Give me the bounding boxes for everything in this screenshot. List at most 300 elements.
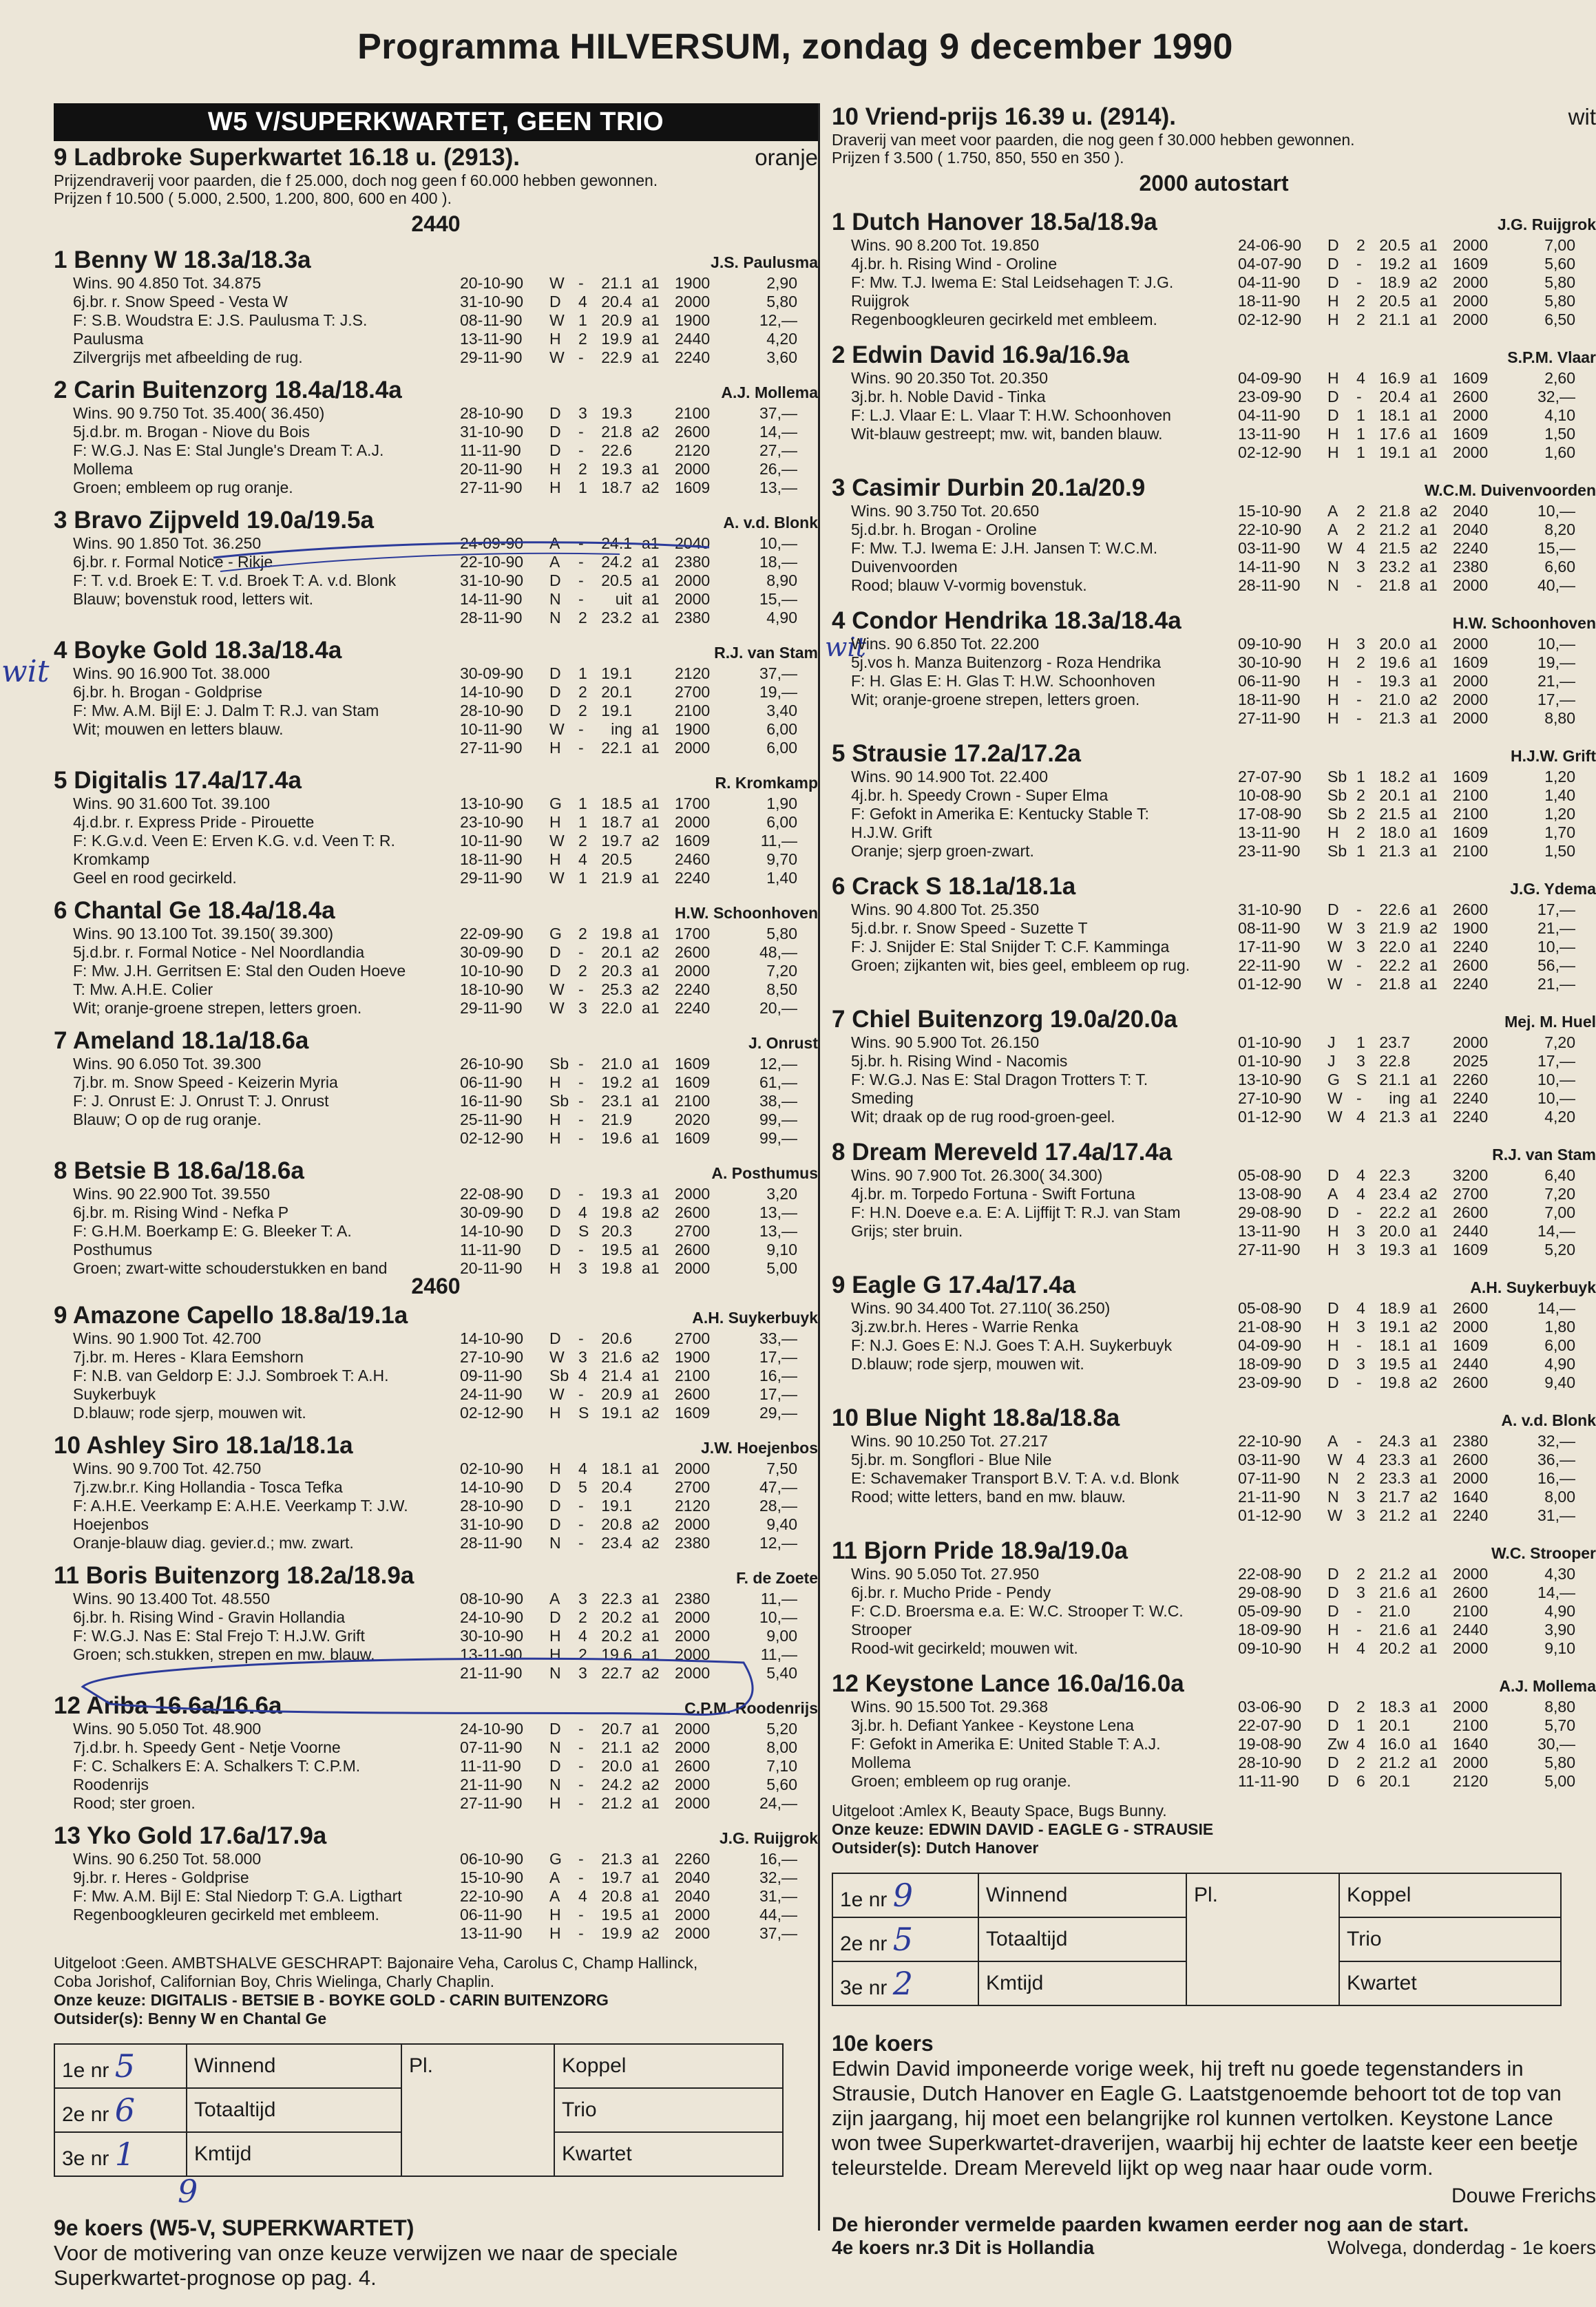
result-cell: 7,00 bbox=[1544, 236, 1575, 254]
horse-results bbox=[460, 1329, 818, 1422]
result-cell: 1609 bbox=[675, 832, 711, 850]
result-cell: 7,00 bbox=[1544, 1203, 1575, 1221]
result-cell: 31-10-90 bbox=[460, 1515, 524, 1533]
result-cell: 19.3 bbox=[1379, 672, 1410, 690]
horse-info bbox=[54, 1590, 460, 1683]
result-cell: 21.7 bbox=[1379, 1488, 1410, 1506]
horse-trainer: J.G. Ruijgrok bbox=[1497, 215, 1596, 233]
result-cell: 21.2 bbox=[1379, 1753, 1410, 1771]
result-cell: 5,80 bbox=[1544, 1753, 1575, 1771]
result-cell: D bbox=[1327, 900, 1339, 918]
result-cell: a1 bbox=[642, 1073, 660, 1091]
result-row bbox=[460, 962, 818, 980]
result-row bbox=[1238, 1621, 1596, 1639]
result-cell: 2 bbox=[578, 962, 587, 980]
result-cell: 1,90 bbox=[766, 794, 797, 812]
horse-entry bbox=[832, 1537, 1596, 1658]
result-cell: 17,— bbox=[1537, 900, 1575, 918]
horse-header bbox=[54, 1692, 818, 1720]
result-cell: a1 bbox=[1420, 653, 1438, 671]
horse-name: 9 Eagle G 17.4a/17.4a bbox=[832, 1272, 1076, 1298]
result-cell: 3 bbox=[1356, 1488, 1365, 1506]
result-row bbox=[1238, 919, 1596, 938]
footer-title: 9e koers (W5-V, SUPERKWARTET) bbox=[54, 2215, 414, 2240]
horse-entry bbox=[54, 767, 818, 887]
result-cell: 10,— bbox=[759, 1608, 797, 1626]
result-cell: 27-11-90 bbox=[460, 739, 523, 757]
horse-results bbox=[460, 1460, 818, 1552]
result-row bbox=[460, 1259, 818, 1278]
result-row bbox=[1238, 576, 1596, 595]
race-description: Draverij van meet voor paarden, die nog geen f 30.000 hebben gewonnen. bbox=[832, 131, 1355, 149]
horse-entry bbox=[832, 1404, 1596, 1525]
result-cell: 2600 bbox=[675, 1385, 711, 1403]
horse-info-line: Wins. 90 34.400 Tot. 27.110( 36.250) bbox=[851, 1299, 1111, 1317]
horse-header bbox=[54, 767, 818, 794]
horse-details bbox=[832, 1698, 1596, 1791]
result-cell: 2600 bbox=[1453, 1451, 1489, 1468]
race-notes bbox=[54, 1954, 818, 2028]
result-cell: - bbox=[1356, 273, 1362, 291]
result-cell: 31-10-90 bbox=[460, 423, 524, 441]
result-cell: W bbox=[549, 720, 565, 738]
horse-trainer: H.W. Schoonhoven bbox=[674, 904, 818, 922]
result-cell: 21.3 bbox=[1379, 1108, 1410, 1126]
result-cell: 10-11-90 bbox=[460, 832, 523, 850]
horse-details bbox=[832, 369, 1596, 462]
result-cell: 18.2 bbox=[1379, 768, 1410, 786]
result-cell: 1609 bbox=[675, 1055, 711, 1073]
result-row bbox=[460, 1055, 818, 1073]
left-column bbox=[54, 103, 818, 2290]
race-description: Prijzendraverij voor paarden, die f 25.000, doch nog geen f 60.000 hebben gewonnen. bbox=[54, 171, 658, 189]
result-cell: D bbox=[1327, 406, 1339, 424]
result-cell: a1 bbox=[642, 1185, 660, 1203]
result-cell: 8,00 bbox=[766, 1738, 797, 1756]
result-cell: 01-10-90 bbox=[1238, 1052, 1302, 1070]
result-cell: 1609 bbox=[1453, 425, 1489, 443]
result-cell: 5,20 bbox=[766, 1720, 797, 1738]
race-banner: W5 V/SUPERKWARTET, GEEN TRIO bbox=[54, 103, 818, 141]
result-cell: a1 bbox=[1420, 1753, 1438, 1771]
horse-details bbox=[832, 635, 1596, 728]
result-cell: - bbox=[578, 553, 584, 571]
result-cell: a1 bbox=[1420, 369, 1438, 387]
result-cell: 4 bbox=[1356, 539, 1365, 557]
race-title: 10 Vriend-prijs 16.39 u. (2914). bbox=[832, 103, 1176, 130]
horse-info-line: Wins. 90 6.250 Tot. 58.000 bbox=[73, 1850, 262, 1868]
result-cell: H bbox=[549, 330, 561, 348]
result-cell: 19.9 bbox=[601, 330, 632, 348]
horse-entry bbox=[54, 1432, 818, 1552]
horse-entry bbox=[54, 1157, 818, 1278]
result-cell: 14-10-90 bbox=[460, 1478, 524, 1496]
result-cell: 24-10-90 bbox=[460, 1720, 524, 1738]
horse-info-line: Rood; ster groen. bbox=[73, 1794, 196, 1812]
result-cell: 5,80 bbox=[1544, 292, 1575, 310]
horse-info-line: 4j.br. m. Torpedo Fortuna - Swift Fortuna bbox=[851, 1185, 1135, 1203]
result-cell: D bbox=[549, 293, 561, 310]
bet-place: Pl. bbox=[401, 2044, 554, 2176]
result-cell: A bbox=[1327, 502, 1338, 520]
result-cell: 2 bbox=[1356, 236, 1365, 254]
result-cell: a1 bbox=[1420, 425, 1438, 443]
result-cell: a2 bbox=[642, 1738, 660, 1756]
result-cell: 23.2 bbox=[1379, 558, 1410, 576]
horse-entry bbox=[54, 1692, 818, 1813]
horse-name: 1 Dutch Hanover 18.5a/18.9a bbox=[832, 209, 1157, 235]
result-cell: 27-11-90 bbox=[1238, 709, 1301, 727]
horse-info bbox=[832, 502, 1238, 595]
result-row bbox=[460, 1757, 818, 1776]
horse-entry bbox=[832, 873, 1596, 993]
result-cell: 3 bbox=[578, 1664, 587, 1682]
result-cell: 18.7 bbox=[601, 478, 632, 496]
result-cell: 2100 bbox=[1453, 786, 1489, 804]
result-cell: 2120 bbox=[1453, 1772, 1489, 1790]
horse-details bbox=[54, 925, 818, 1018]
result-cell: 20.2 bbox=[601, 1627, 632, 1645]
result-cell bbox=[642, 1478, 675, 1497]
result-cell: a1 bbox=[642, 1129, 660, 1147]
result-cell: 2120 bbox=[675, 441, 711, 459]
handwritten-number[interactable]: 1 bbox=[114, 2136, 136, 2173]
result-cell: A bbox=[549, 1887, 560, 1905]
result-cell: 2000 bbox=[675, 1924, 711, 1942]
result-cell: 14-11-90 bbox=[1238, 558, 1301, 576]
result-row bbox=[460, 850, 818, 869]
result-row bbox=[460, 1092, 818, 1110]
result-cell: 6,50 bbox=[1544, 310, 1575, 328]
result-cell bbox=[1420, 1602, 1453, 1621]
result-cell: 22-10-90 bbox=[1238, 520, 1302, 538]
result-row bbox=[1238, 1432, 1596, 1451]
result-cell: 24.2 bbox=[601, 553, 632, 571]
result-cell: 31-10-90 bbox=[460, 571, 524, 589]
result-cell: 11-11-90 bbox=[1238, 1772, 1299, 1790]
result-cell: 19.6 bbox=[601, 1645, 632, 1663]
horse-entry bbox=[832, 1006, 1596, 1126]
result-row bbox=[460, 1185, 818, 1203]
result-row bbox=[460, 404, 818, 423]
result-cell: a1 bbox=[642, 1720, 660, 1738]
horse-info-line: F: Gefokt in Amerika E: United Stable T: A.J. bbox=[851, 1735, 1161, 1753]
horse-info bbox=[54, 1850, 460, 1943]
horse-entry bbox=[54, 507, 818, 627]
result-cell: 04-11-90 bbox=[1238, 273, 1301, 291]
horse-trainer: A. v.d. Blonk bbox=[1501, 1411, 1596, 1429]
result-cell: 10,— bbox=[1537, 502, 1575, 520]
result-cell: a1 bbox=[1420, 1071, 1438, 1088]
horse-details bbox=[832, 1033, 1596, 1126]
result-cell: 2000 bbox=[675, 739, 711, 757]
result-cell: 1700 bbox=[675, 925, 711, 942]
result-cell: a2 bbox=[642, 832, 660, 850]
result-cell: 2000 bbox=[675, 1627, 711, 1645]
horse-info-line: 4j.br. h. Speedy Crown - Super Elma bbox=[851, 786, 1109, 804]
result-cell: a1 bbox=[642, 1757, 660, 1775]
result-cell: 13-10-90 bbox=[1238, 1071, 1302, 1088]
result-cell: 27-10-90 bbox=[1238, 1089, 1302, 1107]
result-cell bbox=[1420, 1772, 1453, 1791]
analysis-text: Edwin David imponeerde vorige week, hij treft nu goede tegenstanders in Strausie, Dutch Hanover en Eagle G. Laatstgenoemde behoort tot de top van zijn jaargang, hij moet een belangrijke rol kunnen vertolken. Keystone Lance won twee Superkwartet-draverijen, waarbij hij echter de laatste keer een beetje teleurstelde. Dream Mereveld lijkt op weg naar haar oude vorm. bbox=[832, 2056, 1578, 2180]
handwritten-number[interactable]: 2 bbox=[892, 1965, 914, 2002]
result-cell: 2 bbox=[578, 683, 587, 701]
result-cell: D bbox=[1327, 255, 1339, 273]
result-row bbox=[460, 478, 818, 497]
result-row bbox=[460, 702, 818, 720]
horse-info-line: D.blauw; rode sjerp, mouwen wit. bbox=[851, 1355, 1084, 1373]
result-cell: H bbox=[549, 850, 561, 868]
result-cell: 1,80 bbox=[1544, 1318, 1575, 1336]
result-cell: 2600 bbox=[675, 943, 711, 961]
horse-entry bbox=[54, 377, 818, 497]
handwritten-number[interactable]: 9 bbox=[892, 1877, 914, 1914]
result-cell: 22-10-90 bbox=[1238, 1432, 1302, 1450]
result-cell: 03-06-90 bbox=[1238, 1698, 1302, 1716]
result-cell: a2 bbox=[1420, 919, 1438, 937]
result-cell: 29-08-90 bbox=[1238, 1583, 1302, 1601]
horse-header bbox=[54, 1027, 818, 1055]
horse-info-line: Wit-blauw gestreept; mw. wit, banden blauw. bbox=[851, 425, 1163, 443]
horse-name: 7 Ameland 18.1a/18.6a bbox=[54, 1027, 309, 1054]
result-cell: 1900 bbox=[675, 274, 711, 292]
result-cell: 3 bbox=[1356, 1222, 1365, 1240]
horse-details bbox=[832, 236, 1596, 329]
horse-info bbox=[832, 1166, 1238, 1259]
horse-info bbox=[54, 925, 460, 1018]
result-cell: 22.1 bbox=[601, 739, 632, 757]
horse-trainer: W.C.M. Duivenvoorden bbox=[1424, 481, 1596, 499]
result-cell: a1 bbox=[642, 1627, 660, 1645]
horse-info-line: F: A.H.E. Veerkamp E: A.H.E. Veerkamp T: J.W. bbox=[73, 1497, 408, 1515]
result-cell: a1 bbox=[642, 553, 660, 571]
result-row bbox=[460, 1850, 818, 1868]
result-cell: 3 bbox=[1356, 1052, 1365, 1070]
horse-name: 5 Digitalis 17.4a/17.4a bbox=[54, 767, 302, 794]
handwritten-number[interactable]: 5 bbox=[114, 2047, 136, 2085]
result-cell: H bbox=[1327, 653, 1339, 671]
result-cell: 13-11-90 bbox=[1238, 425, 1301, 443]
horse-info-line: F: W.G.J. Nas E: Stal Jungle's Dream T: A.J. bbox=[73, 441, 384, 459]
result-cell: D bbox=[1327, 1299, 1339, 1317]
horse-info-line: F: S.B. Woudstra E: J.S. Paulusma T: J.S. bbox=[73, 311, 368, 329]
horse-info-line: Wins. 90 5.050 Tot. 27.950 bbox=[851, 1565, 1040, 1583]
result-cell: 3 bbox=[578, 1590, 587, 1608]
result-cell: 1 bbox=[578, 813, 587, 831]
horse-entry bbox=[832, 341, 1596, 462]
result-cell bbox=[642, 664, 675, 683]
result-row bbox=[460, 1794, 818, 1813]
result-cell: 1609 bbox=[1453, 768, 1489, 786]
result-row bbox=[1238, 406, 1596, 425]
horse-details bbox=[54, 1185, 818, 1278]
right-column bbox=[832, 103, 1596, 2259]
result-cell: 17.6 bbox=[1379, 425, 1410, 443]
result-cell: 20.9 bbox=[601, 311, 632, 329]
result-cell: 2000 bbox=[1453, 1753, 1489, 1771]
result-cell: 2100 bbox=[1453, 842, 1489, 860]
horse-info-line: Wins. 90 22.900 Tot. 39.550 bbox=[73, 1185, 270, 1203]
result-cell: 9,10 bbox=[1544, 1639, 1575, 1657]
race-distance-2: 2460 bbox=[411, 1274, 461, 1298]
result-cell: a1 bbox=[642, 348, 660, 366]
result-cell: 21.0 bbox=[1379, 1602, 1410, 1620]
result-row bbox=[1238, 786, 1596, 805]
horse-info-line: Wins. 90 6.850 Tot. 22.200 bbox=[851, 635, 1040, 653]
result-cell: 31,— bbox=[759, 1887, 797, 1905]
result-cell: 2240 bbox=[1453, 1506, 1489, 1524]
result-cell: 2600 bbox=[1453, 1373, 1489, 1391]
result-cell: 20,— bbox=[759, 999, 797, 1017]
result-cell: a1 bbox=[642, 999, 660, 1017]
result-cell: 2000 bbox=[675, 571, 711, 589]
result-row bbox=[1238, 1108, 1596, 1126]
result-cell: 07-11-90 bbox=[460, 1738, 523, 1756]
result-cell bbox=[642, 850, 675, 869]
result-row bbox=[1238, 502, 1596, 520]
result-cell: 1,20 bbox=[1544, 805, 1575, 823]
horse-info bbox=[54, 1055, 460, 1148]
result-cell: 21.8 bbox=[1379, 975, 1410, 993]
result-cell: 44,— bbox=[759, 1906, 797, 1924]
result-row bbox=[460, 1073, 818, 1092]
horse-info-line: Wit; draak op de rug rood-groen-geel. bbox=[851, 1108, 1115, 1126]
result-cell: D bbox=[549, 702, 561, 719]
horse-results bbox=[1238, 1698, 1596, 1791]
result-cell: 7,20 bbox=[766, 962, 797, 980]
result-cell: 29-11-90 bbox=[460, 348, 523, 366]
result-row bbox=[460, 1497, 818, 1515]
result-cell: a2 bbox=[1420, 502, 1438, 520]
result-cell: 1,40 bbox=[1544, 786, 1575, 804]
result-cell: 2000 bbox=[1453, 1639, 1489, 1657]
horse-info-line: F: L.J. Vlaar E: L. Vlaar T: H.W. Schoonhoven bbox=[851, 406, 1171, 424]
horse-info-line: Regenboogkleuren gecirkeld met embleem. bbox=[851, 310, 1157, 328]
result-cell: 2120 bbox=[675, 664, 711, 682]
result-cell: 2700 bbox=[675, 1478, 711, 1496]
result-row bbox=[460, 869, 818, 887]
horse-results bbox=[460, 404, 818, 497]
result-cell: 24.2 bbox=[601, 1776, 632, 1793]
result-cell: A bbox=[1327, 520, 1338, 538]
result-cell: 13-08-90 bbox=[1238, 1185, 1302, 1203]
result-cell: - bbox=[578, 571, 584, 589]
horse-info-line: Regenboogkleuren gecirkeld met embleem. bbox=[73, 1906, 379, 1924]
page-title: Programma HILVERSUM, zondag 9 december 1990 bbox=[357, 27, 1233, 67]
result-cell: H bbox=[549, 1645, 561, 1663]
result-cell: a2 bbox=[642, 423, 660, 441]
result-cell: 1609 bbox=[1453, 653, 1489, 671]
result-cell: 2 bbox=[578, 1645, 587, 1663]
result-row bbox=[460, 739, 818, 757]
result-cell: 1609 bbox=[675, 1404, 711, 1422]
result-cell: 21-08-90 bbox=[1238, 1318, 1302, 1336]
result-cell: 2 bbox=[1356, 1698, 1365, 1716]
result-cell: 12,— bbox=[759, 1534, 797, 1552]
result-cell: a2 bbox=[1420, 1373, 1438, 1391]
result-cell: 5,70 bbox=[1544, 1716, 1575, 1734]
handwritten-number[interactable]: 5 bbox=[892, 1921, 914, 1958]
result-cell: 10-11-90 bbox=[460, 720, 523, 738]
result-row bbox=[1238, 672, 1596, 691]
result-cell: D bbox=[549, 1608, 561, 1626]
result-cell: 2 bbox=[578, 1608, 587, 1626]
horse-entry bbox=[54, 1822, 818, 1943]
result-cell: - bbox=[578, 1738, 584, 1756]
result-cell: 21.1 bbox=[601, 1738, 632, 1756]
result-row bbox=[460, 423, 818, 441]
horse-details bbox=[54, 664, 818, 757]
handwritten-number[interactable]: 6 bbox=[114, 2092, 136, 2129]
result-cell: 2000 bbox=[675, 1906, 711, 1924]
horse-header bbox=[832, 607, 1596, 635]
horse-info-line: D.blauw; rode sjerp, mouwen wit. bbox=[73, 1404, 306, 1422]
result-cell: 23.3 bbox=[1379, 1469, 1410, 1487]
result-cell: 19.7 bbox=[601, 832, 632, 850]
horse-entry bbox=[832, 607, 1596, 728]
horse-info bbox=[54, 1720, 460, 1813]
result-cell: a1 bbox=[1420, 443, 1438, 461]
result-cell: 2440 bbox=[1453, 1355, 1489, 1373]
result-cell: 18.0 bbox=[1379, 823, 1410, 841]
result-cell: 22.8 bbox=[1379, 1052, 1410, 1070]
result-cell: 09-10-90 bbox=[1238, 1639, 1302, 1657]
result-cell: 11-11-90 bbox=[460, 441, 521, 459]
result-cell: 19.5 bbox=[601, 1241, 632, 1258]
result-cell: D bbox=[549, 404, 561, 422]
result-cell: 4 bbox=[578, 293, 587, 310]
result-cell: 18.7 bbox=[601, 813, 632, 831]
horse-name: 6 Chantal Ge 18.4a/18.4a bbox=[54, 897, 335, 924]
result-cell: 20.0 bbox=[1379, 635, 1410, 653]
result-cell: 32,— bbox=[759, 1868, 797, 1886]
horse-info-line: 7j.br. m. Heres - Klara Eemshorn bbox=[73, 1348, 304, 1366]
result-cell: N bbox=[549, 1738, 561, 1756]
result-cell: 20.4 bbox=[601, 1478, 632, 1496]
result-cell: 2700 bbox=[675, 1222, 711, 1240]
result-cell: 2600 bbox=[675, 1241, 711, 1258]
result-cell: H bbox=[1327, 1336, 1339, 1354]
result-cell: a1 bbox=[1420, 1089, 1438, 1107]
horse-info-line: 4j.br. h. Rising Wind - Oroline bbox=[851, 255, 1058, 273]
horse-results bbox=[460, 1850, 818, 1943]
result-cell: 26,— bbox=[759, 460, 797, 478]
result-cell: 2 bbox=[1356, 805, 1365, 823]
result-cell: 2 bbox=[578, 609, 587, 626]
analysis-title: 10e koers bbox=[832, 2031, 934, 2056]
result-cell: 17,— bbox=[1537, 1052, 1575, 1070]
result-cell: 2100 bbox=[1453, 1716, 1489, 1734]
result-cell: a1 bbox=[642, 1850, 660, 1868]
horse-info-line: Rood-wit gecirkeld; mouwen wit. bbox=[851, 1639, 1078, 1657]
result-row bbox=[1238, 236, 1596, 255]
result-cell: 23.2 bbox=[601, 609, 632, 626]
result-cell: D bbox=[1327, 1355, 1339, 1373]
result-cell: 15-10-90 bbox=[1238, 502, 1302, 520]
horse-info-line: Grijs; ster bruin. bbox=[851, 1222, 963, 1240]
result-cell: 1700 bbox=[675, 794, 711, 812]
result-cell: W bbox=[1327, 938, 1343, 956]
result-cell: 19.1 bbox=[601, 1404, 632, 1422]
result-cell: a2 bbox=[642, 943, 660, 961]
result-cell: H bbox=[549, 739, 561, 757]
horse-name: 11 Bjorn Pride 18.9a/19.0a bbox=[832, 1537, 1128, 1564]
horse-info-line: Rood; witte letters, band en mw. blauw. bbox=[851, 1488, 1126, 1506]
result-cell: D bbox=[1327, 1753, 1339, 1771]
horse-info-line: Wins. 90 13.400 Tot. 48.550 bbox=[73, 1590, 270, 1608]
result-cell: 2000 bbox=[1453, 691, 1489, 708]
